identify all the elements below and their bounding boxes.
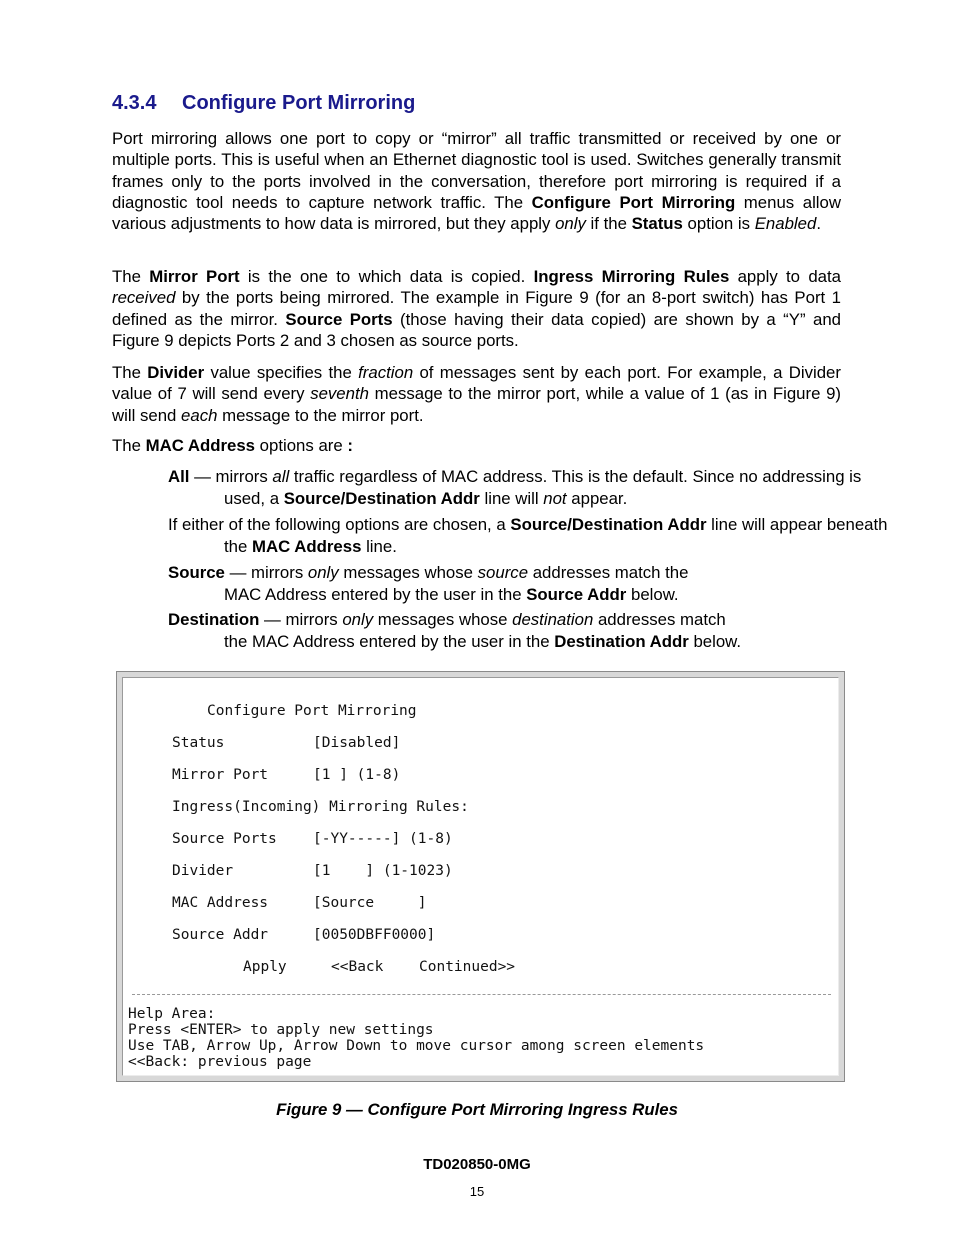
continued-button[interactable]: Continued>> — [419, 959, 516, 975]
italic-text: only — [307, 563, 339, 582]
section-heading — [112, 92, 415, 115]
text: The — [112, 267, 150, 286]
paragraph-mac-options — [112, 435, 841, 456]
text: addresses match — [593, 610, 726, 629]
terminal-title: Configure Port Mirroring — [207, 703, 417, 719]
text: messages whose — [338, 563, 478, 582]
text: if the — [585, 214, 632, 234]
text: of messages sent by each port. For example, a Divider value of 7 will send every — [112, 363, 841, 404]
italic-text: only — [555, 214, 586, 234]
help-line-enter: Press <ENTER> to apply new settings — [128, 1022, 434, 1038]
status-field[interactable]: [Disabled] — [313, 735, 401, 751]
help-area-title: Help Area: — [128, 1006, 216, 1022]
text: by the ports being mirrored. The example in Figure 9 (for an 8-port switch) has Port 1 defined as the mirror. — [112, 288, 841, 329]
text: The — [112, 363, 148, 382]
help-line-navigation: Use TAB, Arrow Up, Arrow Down to move cursor among screen elements — [128, 1038, 705, 1054]
text: below. — [626, 584, 679, 604]
bold-text: Configure Port Mirroring — [531, 192, 736, 212]
italic-text: all — [272, 467, 290, 486]
document-id: TD020850-0MG — [423, 1156, 531, 1173]
bold-text: All — [168, 467, 190, 486]
text: (those having their data copied) are shown by a “Y” and Figure 9 depicts Ports 2 and 3 chosen as source ports. — [112, 309, 841, 350]
figure-caption: Figure 9 — Configure Port Mirroring Ingress Rules — [276, 1100, 678, 1119]
mirror-port-label: Mirror Port — [172, 767, 269, 783]
source-ports-field[interactable]: [-YY-----] (1-8) — [313, 831, 453, 847]
italic-text: each — [181, 405, 218, 425]
bold-text: Source Ports — [285, 309, 393, 329]
text: options are — [255, 436, 348, 455]
source-ports-label: Source Ports — [172, 831, 277, 847]
text: — mirrors — [189, 467, 273, 486]
italic-text: destination — [512, 610, 594, 629]
bold-text: Ingress Mirroring Rules — [533, 267, 730, 286]
italic-text: fraction — [358, 363, 414, 382]
section-number: 4.3.4 — [112, 92, 157, 114]
divider-field[interactable]: [1 ] (1-1023) — [313, 863, 453, 879]
help-line-back: <<Back: previous page — [128, 1054, 312, 1070]
text: MAC Address entered by the user in the — [224, 584, 527, 604]
bold-text: MAC Address — [145, 436, 255, 455]
option-source — [168, 562, 904, 605]
text: line. — [361, 536, 397, 556]
page-number: 15 — [469, 1184, 485, 1199]
mac-address-label: MAC Address — [172, 895, 269, 911]
italic-text: received — [112, 288, 176, 308]
paragraph-mirror-port — [112, 266, 841, 351]
text: the MAC Address entered by the user in the — [224, 631, 555, 651]
italic-text: only — [342, 610, 374, 629]
bold-text: : — [347, 436, 353, 455]
apply-button[interactable]: Apply — [243, 959, 287, 975]
text: The — [112, 436, 146, 455]
text: option is — [682, 214, 755, 234]
bold-text: Source/Destination Addr — [283, 488, 480, 508]
text: . — [816, 214, 821, 234]
text: line will — [479, 488, 544, 508]
text: is the one to which data is copied. — [239, 267, 534, 286]
bold-text: Source Addr — [526, 584, 627, 604]
bold-text: Mirror Port — [149, 267, 240, 286]
text: appear. — [566, 488, 628, 508]
text: — mirrors — [224, 563, 308, 582]
paragraph-intro — [112, 128, 841, 234]
bold-text: Destination Addr — [554, 631, 689, 651]
section-title: Configure Port Mirroring — [182, 92, 416, 114]
text: line will appear beneath the — [224, 515, 888, 556]
back-button[interactable]: <<Back — [331, 959, 384, 975]
terminal-screen — [122, 677, 839, 1076]
text: — mirrors — [259, 610, 343, 629]
bold-text: Divider — [147, 363, 205, 382]
text: value specifies the — [204, 363, 359, 382]
option-either-note — [168, 514, 904, 557]
bold-text: Source — [168, 563, 225, 582]
text: message to the mirror port. — [217, 405, 424, 425]
terminal-screenshot-frame — [116, 671, 845, 1082]
option-destination — [168, 609, 904, 652]
text: If either of the following options are chosen, a — [168, 515, 511, 534]
italic-text: Enabled — [754, 214, 817, 234]
text: traffic regardless of MAC address. This is the default. Since no addressing is used, a — [224, 467, 862, 508]
source-addr-label: Source Addr — [172, 927, 269, 943]
paragraph-divider — [112, 362, 841, 426]
text: below. — [688, 631, 742, 651]
help-divider — [132, 994, 831, 995]
bold-text: Source/Destination Addr — [510, 515, 707, 534]
italic-text: not — [543, 488, 567, 508]
mirror-port-field[interactable]: [1 ] (1-8) — [313, 767, 401, 783]
status-label: Status — [172, 735, 225, 751]
text: menus allow various adjustments to how data is mirrored, but they apply — [112, 192, 841, 234]
source-addr-field[interactable]: [0050DBFF0000] — [313, 927, 436, 943]
option-all — [168, 466, 904, 509]
text: messages whose — [373, 610, 513, 629]
text: message to the mirror port, while a value of 1 (as in Figure 9) will send — [112, 384, 841, 425]
mac-address-field[interactable]: [Source ] — [313, 895, 427, 911]
ingress-rules-label: Ingress(Incoming) Mirroring Rules: — [172, 799, 469, 815]
bold-text: Destination — [168, 610, 260, 629]
italic-text: source — [477, 563, 529, 582]
text: apply to data — [729, 267, 841, 286]
divider-label: Divider — [172, 863, 234, 879]
bold-text: Status — [631, 214, 683, 234]
text: addresses match the — [528, 563, 689, 582]
text: Port mirroring allows one port to copy or “mirror” all traffic transmitted or received by one or multiple ports. This is useful when an Ethernet diagnostic tool is used. Switches generally transmit frames only to the ports involved in the conversation, therefore port mirroring is required if a diagnostic tool needs to capture network traffic. The — [112, 129, 841, 212]
italic-text: seventh — [310, 384, 369, 404]
bold-text: MAC Address — [252, 536, 362, 556]
